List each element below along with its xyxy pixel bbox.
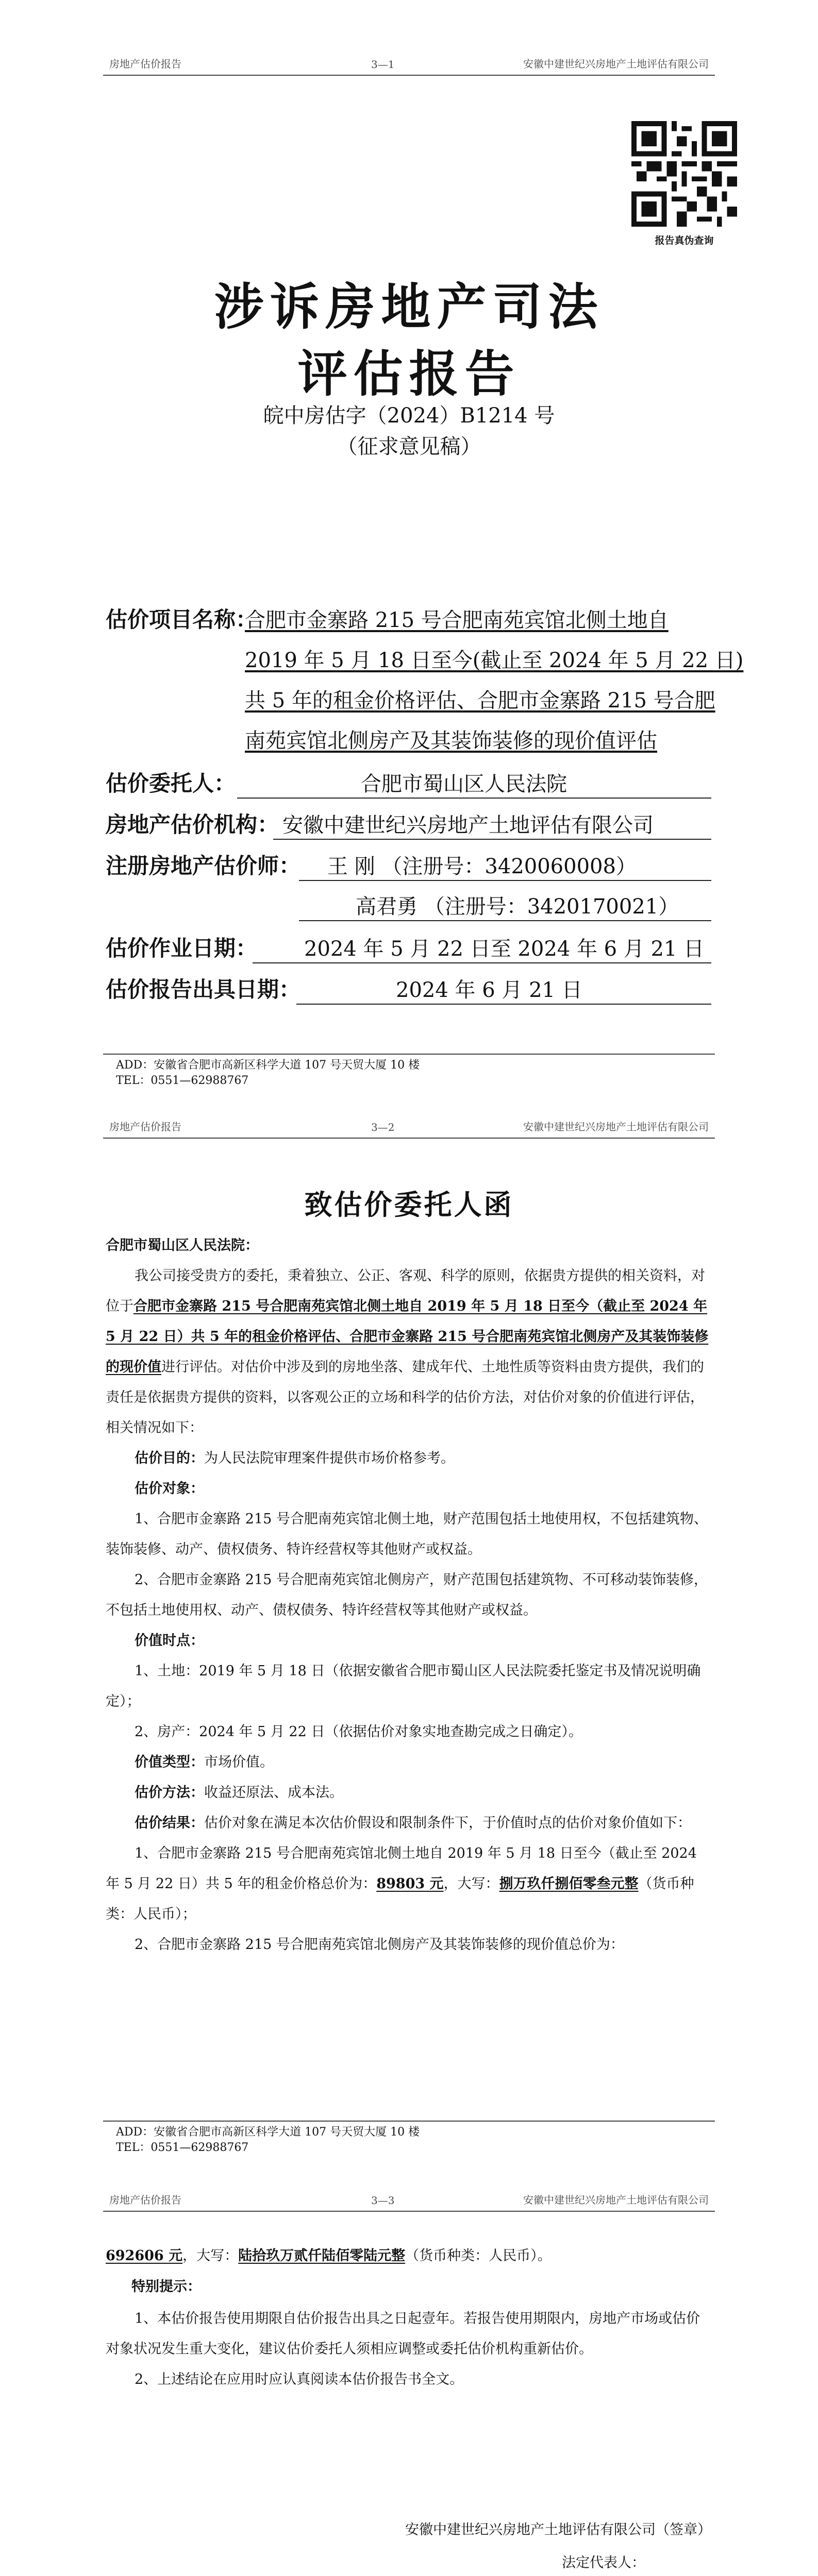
page-header <box>103 1117 715 1139</box>
para1-intro: 我公司接受贵方的委托，秉着独立、公正、客观、科学的原则，依据贵方提供的相关资料，对位于 <box>106 1268 705 1314</box>
method-value: 收益还原法、成本法。 <box>204 1785 343 1801</box>
appraiser-label: 注册房地产估价师： <box>106 853 301 878</box>
header-company: 安徽中建世纪兴房地产土地评估有限公司 <box>523 1121 709 1133</box>
client-value: 合肥市蜀山区人民法院 <box>361 772 567 796</box>
purpose-value: 为人民法院审理案件提供市场价格参考。 <box>204 1450 455 1466</box>
header-company: 安徽中建世纪兴房地产土地评估有限公司 <box>523 2194 709 2206</box>
issue-date-underline <box>296 1004 711 1005</box>
tips-title: 特别提示： <box>131 2279 201 2295</box>
page-footer <box>103 2121 715 2156</box>
purpose-line <box>106 1443 711 1473</box>
header-page-number: 3—3 <box>371 2194 395 2207</box>
appraiser-2: 高君勇 （注册号：3420170021） <box>356 895 679 919</box>
time-1: 1、土地：2019 年 5 月 18 日（依据安徽省合肥市蜀山区人民法院委托鉴定书及情况说明确定）； <box>106 1663 701 1709</box>
tips-list <box>106 2303 711 2395</box>
company-seal: 安徽中建世纪兴房地产土地评估有限公司（签章） <box>405 2522 711 2538</box>
header-left: 房地产估价报告 <box>109 1121 181 1133</box>
work-date-label: 估价作业日期： <box>106 936 258 961</box>
report-number: 皖中房估字（2024）B1214 号 <box>263 404 555 428</box>
project-name-line3: 共 5 年的租金价格评估、合肥市金寨路 215 号合肥 <box>245 689 715 713</box>
draft-note: （征求意见稿） <box>337 435 481 459</box>
value-type: 市场价值。 <box>204 1754 274 1770</box>
method-label: 估价方法： <box>135 1785 204 1801</box>
object-2: 2、合肥市金寨路 215 号合肥南苑宾馆北侧房产，财产范围包括建筑物、不可移动装饰装修，不包括土地使用权、动产、债权债务、特许经营权等其他财产或权益。 <box>106 1572 708 1618</box>
result-intro: 估价对象在满足本次估价假设和限制条件下，于价值时点的估价对象价值如下： <box>204 1815 691 1831</box>
letter-page <box>0 1107 818 2180</box>
header-left: 房地产估价报告 <box>109 58 181 70</box>
work-date-underline <box>253 962 711 963</box>
letter-salutation: 合肥市蜀山区人民法院： <box>106 1238 259 1253</box>
result-2-amount-upper: 陆拾玖万贰仟陆佰零陆元整 <box>238 2248 406 2264</box>
result-1-text: 1、合肥市金寨路 215 号合肥南苑宾馆北侧土地自 2019 年 5 月 18 日至今（截止至 2024 年 5 月 22 日）共 5 年的租金价格总价为： <box>106 1845 697 1892</box>
project-name-line2: 2019 年 5 月 18 日至今(截止至 2024 年 5 月 22 日) <box>245 649 744 672</box>
result-label: 估价结果： <box>135 1815 204 1831</box>
footer-address: ADD：安徽省合肥市高新区科学大道 107 号天贸大厦 10 楼 <box>116 2126 420 2139</box>
result-2: 2、合肥市金寨路 215 号合肥南苑宾馆北侧房产及其装饰装修的现价值总价为： <box>135 1937 624 1953</box>
cover-page <box>0 0 818 1107</box>
method-line <box>106 1777 711 1808</box>
result-line <box>106 1808 711 1838</box>
letter-paragraph-1 <box>106 1261 711 1443</box>
project-name-line4: 南苑宾馆北侧房产及其装饰装修的现价值评估 <box>245 729 657 753</box>
objects-label: 估价对象： <box>135 1481 204 1497</box>
agency-value: 安徽中建世纪兴房地产土地评估有限公司 <box>282 814 654 837</box>
purpose-label: 估价目的： <box>135 1450 204 1466</box>
legal-representative: 法定代表人： <box>562 2555 645 2571</box>
result-2-amount: 692606 元 <box>106 2248 183 2264</box>
result-1-amount: 89803 元 <box>376 1876 444 1892</box>
result-1-upper-label: ，大写： <box>443 1876 499 1892</box>
result-2-currency: （货币种类：人民币）。 <box>405 2248 552 2264</box>
appraiser-1: 王 刚 （注册号：3420060008） <box>327 855 637 878</box>
issue-date-label: 估价报告出具日期： <box>106 977 301 1002</box>
result-1-currency: （货币种类：人民币）； <box>106 1876 694 1922</box>
result-2-amount-line <box>106 2241 552 2272</box>
appraiser-2-underline <box>299 920 711 921</box>
footer-tel: TEL：0551—62988767 <box>116 2141 249 2154</box>
header-page-number: 3—2 <box>371 1121 395 1133</box>
time-label: 价值时点： <box>135 1633 204 1649</box>
agency-label: 房地产估价机构： <box>106 812 279 837</box>
result-2-upper-label: ，大写： <box>182 2248 239 2264</box>
letter-body <box>106 1230 711 1960</box>
project-name-label: 估价项目名称： <box>106 607 258 632</box>
header-left: 房地产估价报告 <box>109 2194 181 2206</box>
value-type-line <box>106 1747 711 1777</box>
agency-underline <box>273 839 711 840</box>
work-date-value: 2024 年 5 月 22 日至 2024 年 6 月 21 日 <box>304 937 705 961</box>
project-name-line1: 合肥市金寨路 215 号合肥南苑宾馆北侧土地自 <box>245 608 669 632</box>
letter-title: 致估价委托人函 <box>304 1188 514 1221</box>
page-header <box>103 54 715 76</box>
report-title-line1: 涉诉房地产司法 <box>214 278 604 336</box>
appraiser-1-underline <box>299 880 711 881</box>
tip-2: 2、上述结论在应用时应认真阅读本估价报告书全文。 <box>135 2371 464 2387</box>
result-1 <box>106 1838 711 1929</box>
footer-tel: TEL：0551—62988767 <box>116 1074 249 1087</box>
header-company: 安徽中建世纪兴房地产土地评估有限公司 <box>523 58 709 70</box>
issue-date-value: 2024 年 6 月 21 日 <box>396 978 582 1002</box>
client-underline <box>237 798 711 799</box>
result-1-amount-upper: 捌万玖仟捌佰零叁元整 <box>499 1876 639 1892</box>
qr-code-icon[interactable] <box>631 121 737 227</box>
tip-1: 1、本估价报告使用期限自估价报告出具之日起壹年。若报告使用期限内，房地产市场或估价对象状况发生重大变化，建议估价委托人须相应调整或委托估价机构重新估价。 <box>106 2311 700 2357</box>
client-label: 估价委托人： <box>106 771 236 796</box>
para1-subject: 合肥市金寨路 215 号合肥南苑宾馆北侧土地自 2019 年 5 月 18 日至今（截止至 2024 年 5 月 22 日）共 5 年的租金价格评估、合肥市金寨路 215 号合肥南苑宾馆北侧房产及其装饰装修的现价值 <box>106 1298 709 1375</box>
page-footer <box>103 1054 715 1089</box>
report-title-line2: 评估报告 <box>297 345 521 403</box>
object-1: 1、合肥市金寨路 215 号合肥南苑宾馆北侧土地，财产范围包括土地使用权，不包括建筑物、装饰装修、动产、债权债务、特许经营权等其他财产或权益。 <box>106 1511 708 1557</box>
header-page-number: 3—1 <box>371 58 395 71</box>
para1-rest: 进行评估。对估价中涉及到的房地坐落、建成年代、土地性质等资料由贵方提供，我们的责任是依据贵方提供的资料，以客观公正的立场和科学的估价方法，对估价对象的价值进行评估，相关情况如下： <box>106 1359 704 1436</box>
letter-page-continued <box>0 2180 818 2576</box>
value-type-label: 价值类型： <box>135 1754 204 1770</box>
page-header <box>103 2190 715 2212</box>
footer-address: ADD：安徽省合肥市高新区科学大道 107 号天贸大厦 10 楼 <box>116 1059 420 1072</box>
qr-caption: 报告真伪查询 <box>655 235 714 246</box>
time-2: 2、房产：2024 年 5 月 22 日（依据估价对象实地查勘完成之日确定）。 <box>135 1724 582 1740</box>
